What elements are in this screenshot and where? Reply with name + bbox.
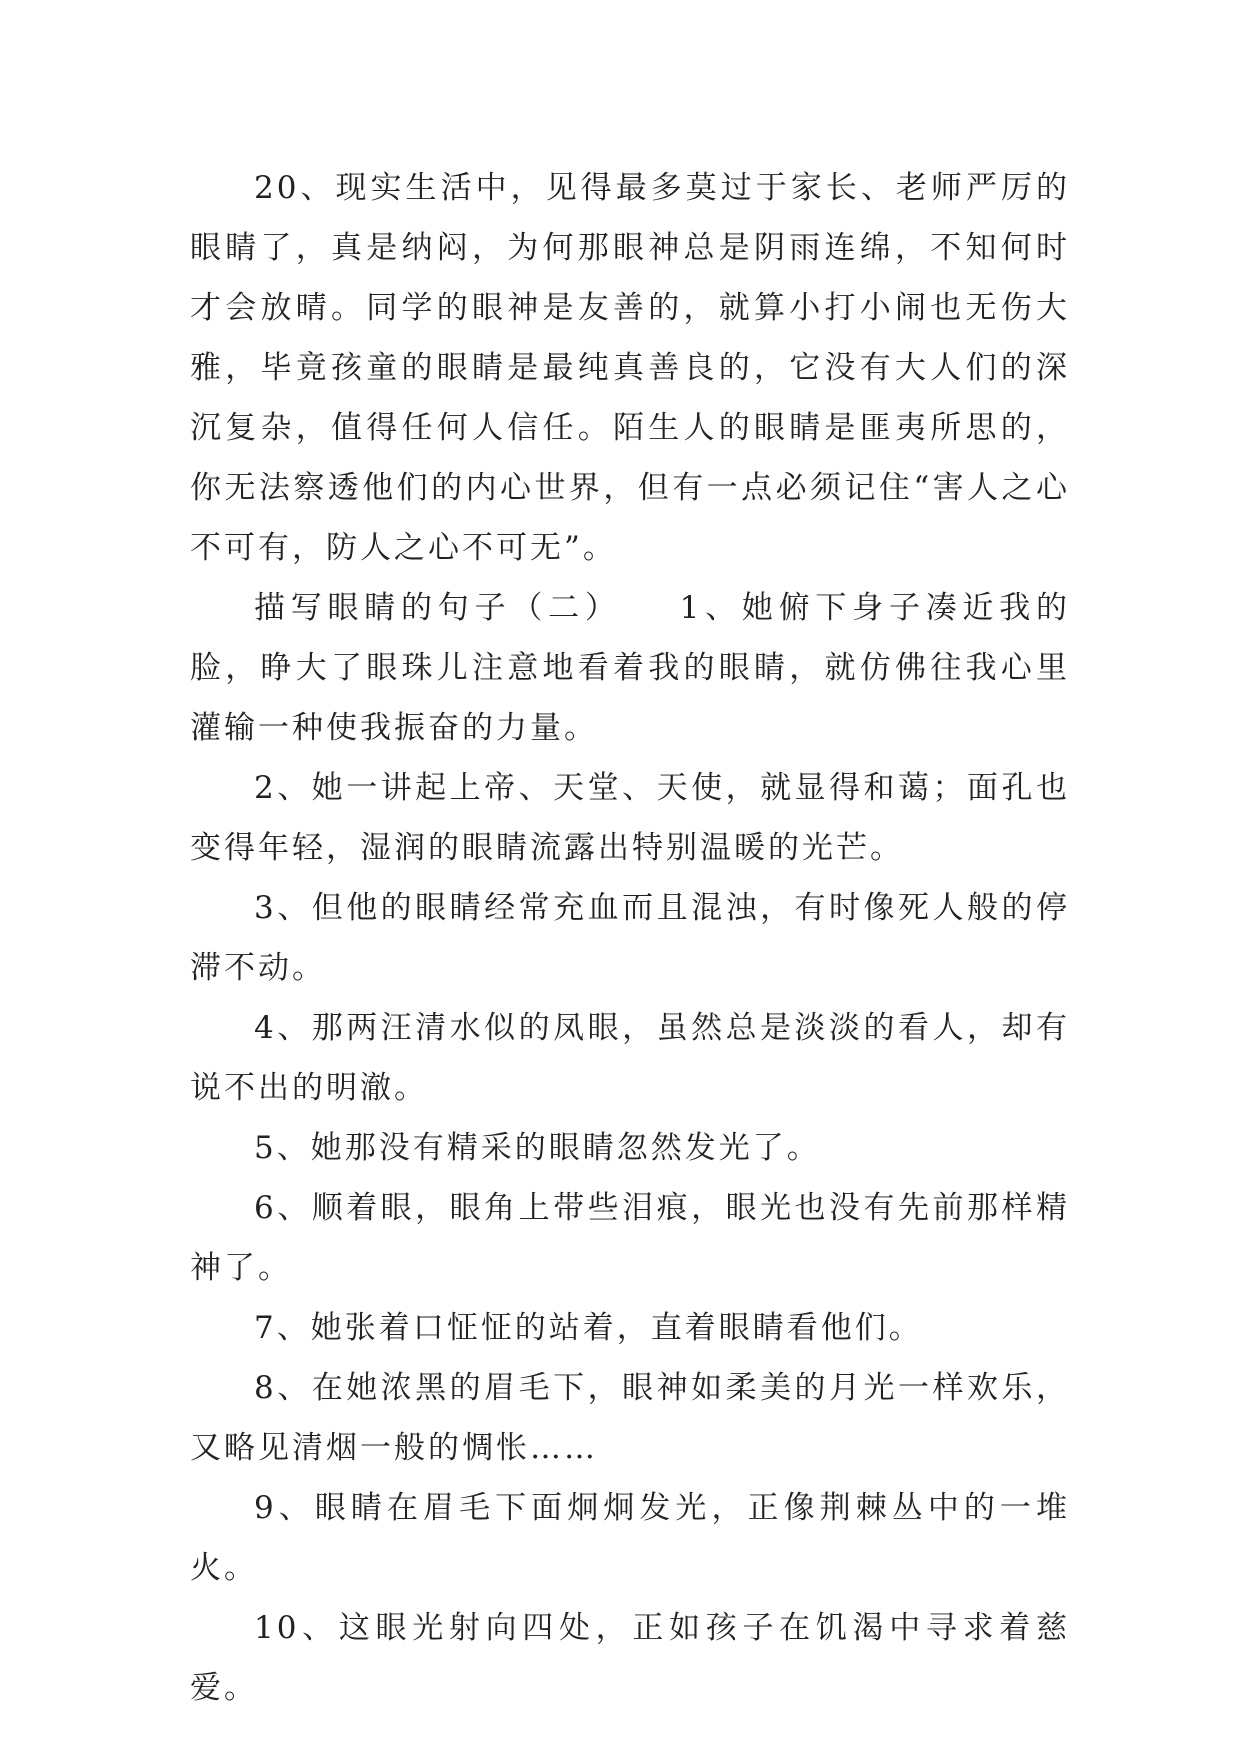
paragraph-2: 2、她一讲起上帝、天堂、天使，就显得和蔼；面孔也变得年轻，湿润的眼睛流露出特别温暖的光芒。: [190, 770, 1070, 866]
paragraph-3: 3、但他的眼睛经常充血而且混浊，有时像死人般的停滞不动。: [190, 890, 1070, 986]
paragraph-5: 5、她那没有精采的眼睛忽然发光了。: [254, 1130, 821, 1166]
document-body: [190, 158, 1070, 1718]
paragraph-4: 4、那两汪清水似的凤眼，虽然总是淡淡的看人，却有说不出的明澈。: [190, 1010, 1070, 1106]
paragraph-8: 8、在她浓黑的眉毛下，眼神如柔美的月光一样欢乐，又略见清烟一般的惆怅……: [190, 1370, 1070, 1466]
paragraph-7: 7、她张着口怔怔的站着，直着眼睛看他们。: [254, 1310, 923, 1346]
paragraph-20: 20、现实生活中，见得最多莫过于家长、老师严厉的眼睛了，真是纳闷，为何那眼神总是阴雨连绵，不知何时才会放晴。同学的眼神是友善的，就算小打小闹也无伤大雅，毕竟孩童的眼睛是最纯真善良的，它没有大人们的深沉复杂，值得任何人信任。陌生人的眼睛是匪夷所思的，你无法察透他们的内心世界，但有一点必须记住“害人之心不可有，防人之心不可无”。: [190, 170, 1070, 566]
paragraph-10: 10、这眼光射向四处，正如孩子在饥渴中寻求着慈爱。: [190, 1610, 1070, 1706]
paragraph-6: 6、顺着眼，眼角上带些泪痕，眼光也没有先前那样精神了。: [190, 1190, 1070, 1286]
paragraph-section-two: 描写眼睛的句子（二） 1、她俯下身子凑近我的脸，睁大了眼珠儿注意地看着我的眼睛，就仿佛往我心里灌输一种使我振奋的力量。: [190, 590, 1070, 746]
paragraph-9: 9、眼睛在眉毛下面炯炯发光，正像荆棘丛中的一堆火。: [190, 1490, 1070, 1586]
